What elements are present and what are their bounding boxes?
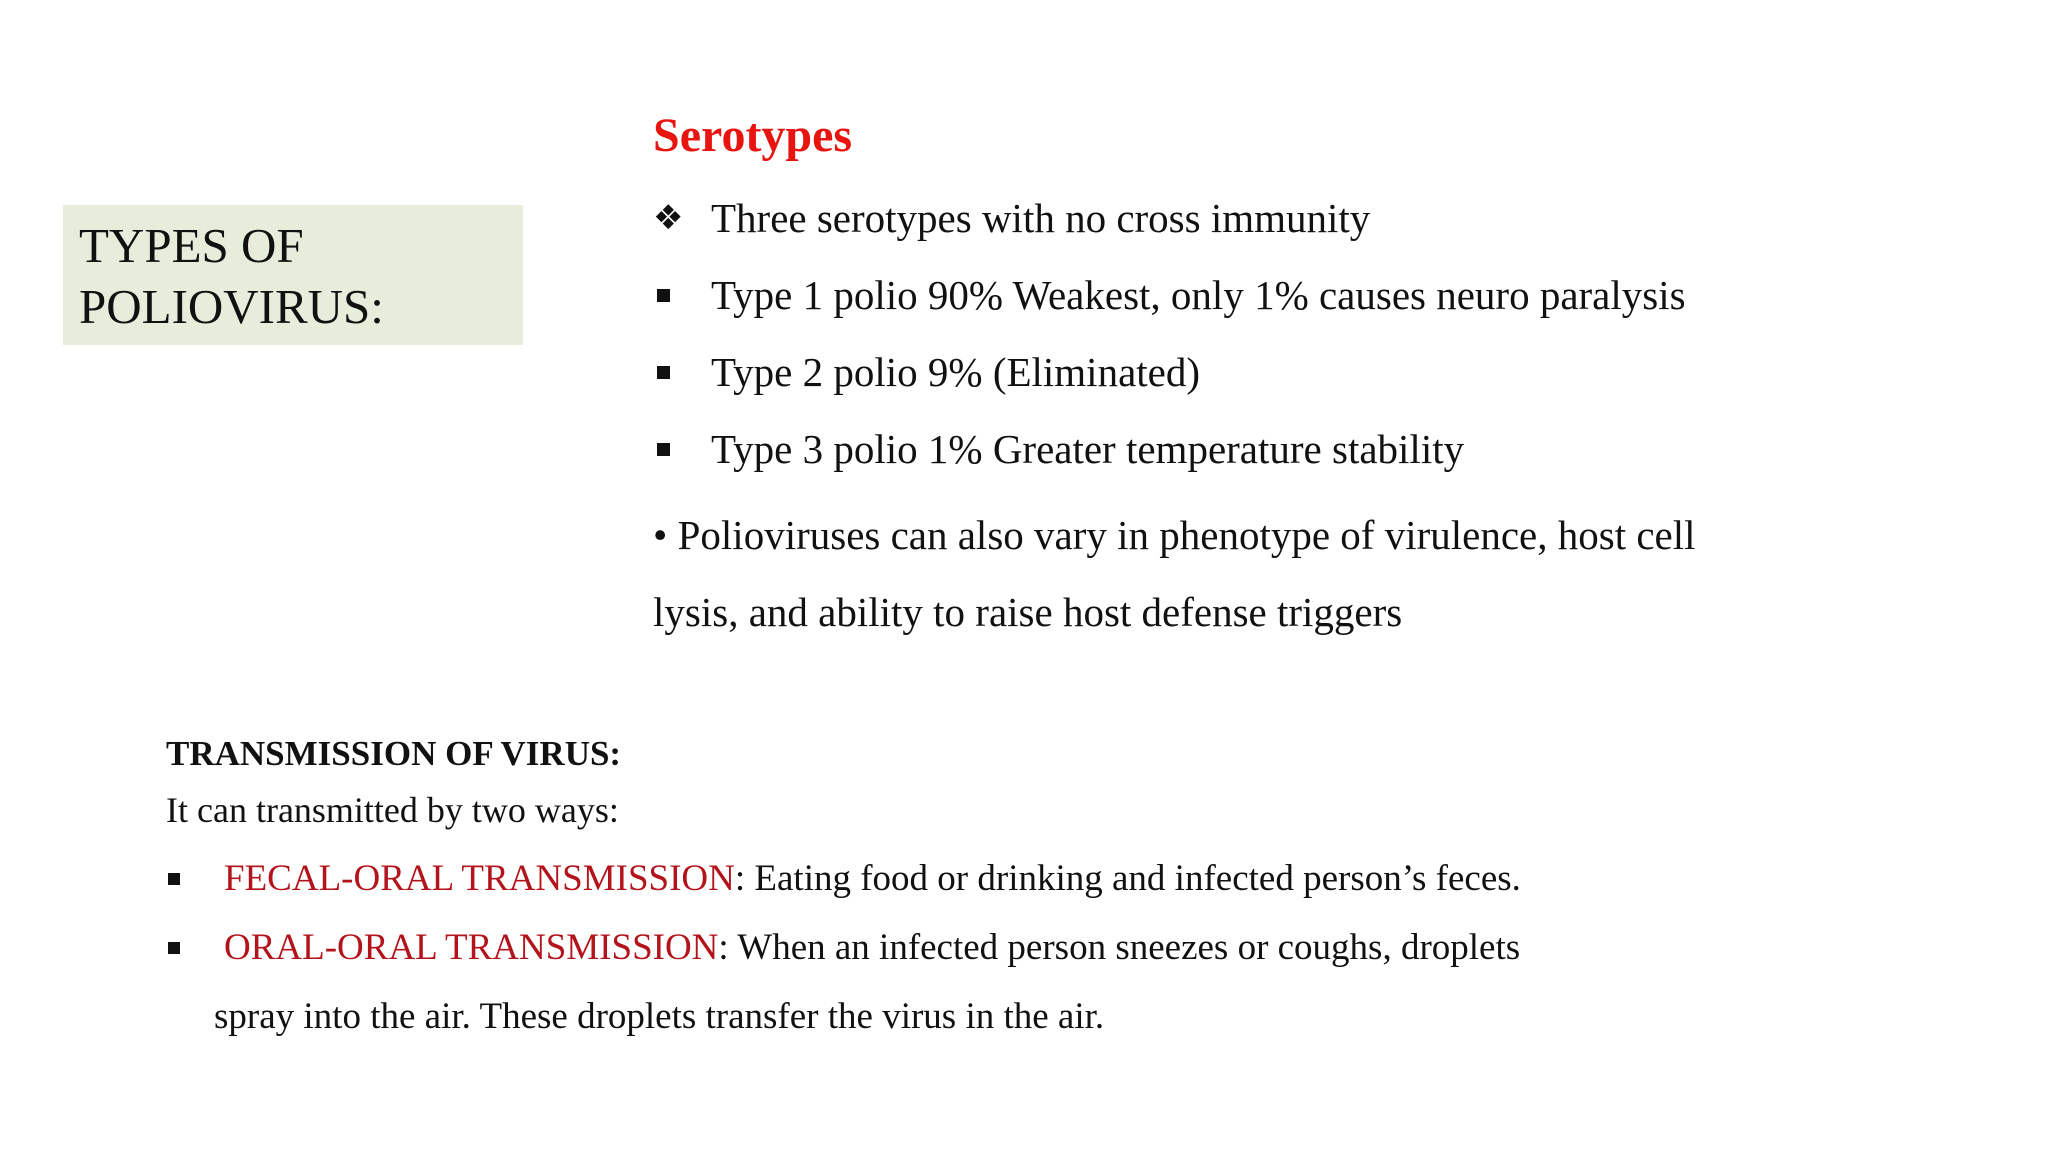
serotype-item — [653, 190, 2003, 267]
transmission-item — [166, 853, 1966, 905]
square-bullet-icon — [657, 366, 670, 379]
transmission-heading: TRANSMISSION OF VIRUS: — [166, 734, 622, 773]
serotype-item — [653, 421, 2003, 498]
serotype-item-text: Type 1 polio 90% Weakest, only 1% causes neuro paralysis — [711, 272, 1686, 318]
serotype-item-text: Type 2 polio 9% (Eliminated) — [711, 349, 1201, 395]
serotypes-title: Serotypes — [653, 109, 853, 162]
serotypes-list — [653, 190, 2003, 498]
types-box-line-1: TYPES OF — [79, 218, 304, 273]
transmission-term: ORAL-ORAL TRANSMISSION — [224, 927, 719, 968]
square-bullet-icon — [168, 873, 180, 885]
transmission-intro: It can transmitted by two ways: — [166, 790, 619, 830]
transmission-continuation: spray into the air. These droplets transfer the virus in the air. — [214, 996, 1105, 1037]
transmission-term: FECAL-ORAL TRANSMISSION — [224, 858, 735, 899]
square-bullet-icon — [657, 289, 670, 302]
phenotype-paragraph — [653, 497, 1696, 651]
transmission-section — [166, 730, 1966, 1043]
phenotype-paragraph-line-2: lysis, and ability to raise host defense triggers — [653, 589, 1403, 635]
transmission-description: : Eating food or drinking and infected person’s feces. — [734, 858, 1521, 899]
types-box-line-2: POLIOVIRUS: — [79, 279, 384, 334]
square-bullet-icon — [168, 942, 180, 954]
square-bullet-icon — [657, 443, 670, 456]
serotype-item — [653, 344, 2003, 421]
serotype-item — [653, 267, 2003, 344]
diamond-bullet-icon: ❖ — [653, 198, 684, 238]
transmission-description: : When an infected person sneezes or coughs, droplets — [718, 927, 1521, 968]
types-of-poliovirus-box — [63, 205, 523, 345]
phenotype-paragraph-line-1: • Polioviruses can also vary in phenotype of virulence, host cell — [653, 512, 1696, 558]
serotype-item-text: Type 3 polio 1% Greater temperature stability — [711, 426, 1465, 472]
transmission-item — [166, 922, 1966, 974]
serotype-item-text: Three serotypes with no cross immunity — [711, 195, 1371, 241]
